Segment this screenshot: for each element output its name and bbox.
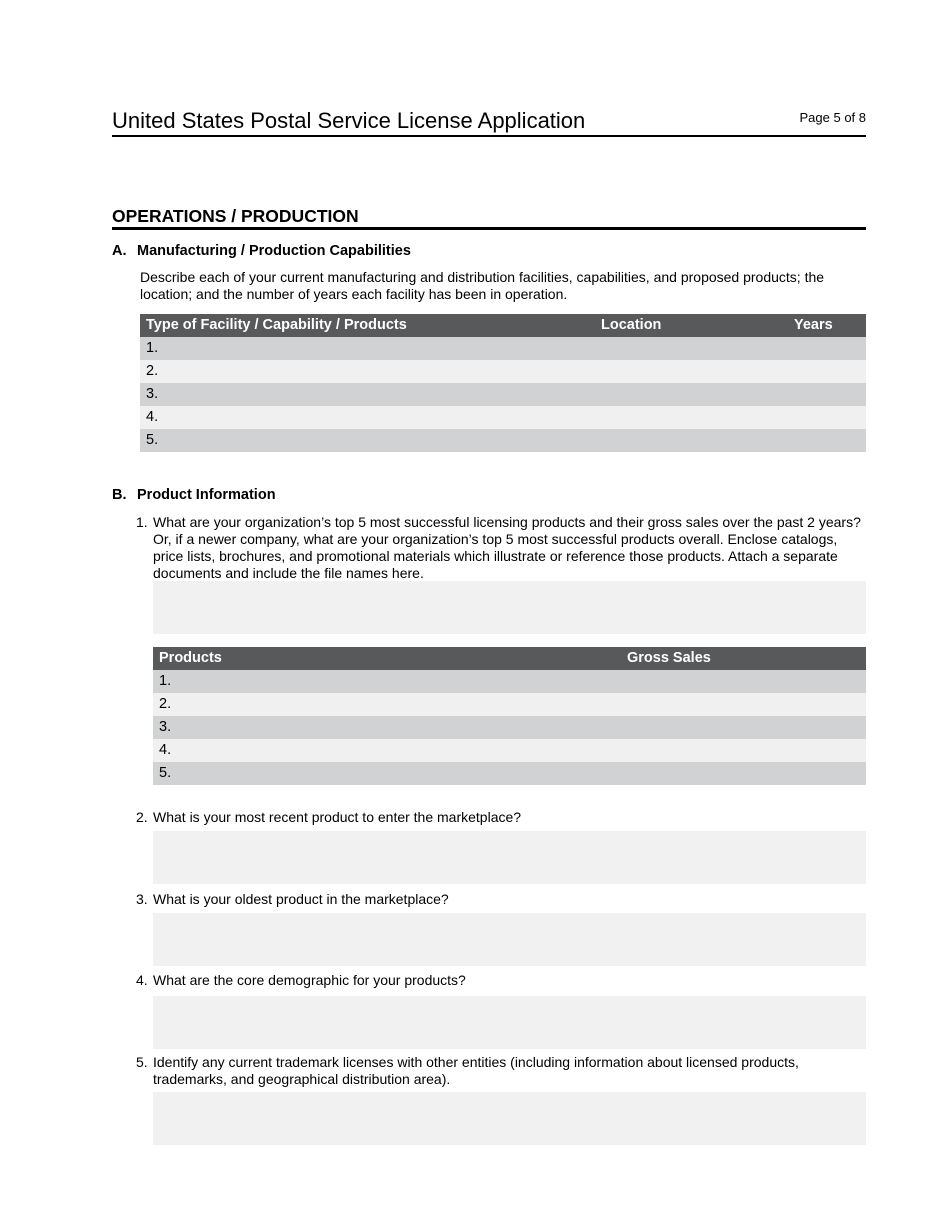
question-number: 5. <box>136 1054 148 1070</box>
section-title: OPERATIONS / PRODUCTION <box>112 206 359 226</box>
question-number: 4. <box>136 972 148 988</box>
header-divider <box>112 135 866 137</box>
part-a-description: Describe each of your current manufacturing and distribution facilities, capabilities, and proposed products; the location; and the number of years each facility has been in operation. <box>140 269 825 302</box>
products-table <box>153 647 866 785</box>
page-number: Page 5 of 8 <box>799 110 866 125</box>
question-text: What is your oldest product in the marketplace? <box>153 891 449 907</box>
row-number: 2. <box>159 696 172 712</box>
question-text: What are the core demographic for your products? <box>153 972 466 988</box>
answer-field-q4[interactable] <box>153 996 866 1049</box>
table-row[interactable] <box>153 762 866 785</box>
question-number: 3. <box>136 891 148 907</box>
answer-field-q3[interactable] <box>153 913 866 966</box>
column-header-products: Products <box>159 650 222 666</box>
row-number: 2. <box>146 363 159 379</box>
table-row[interactable] <box>140 360 866 383</box>
part-a-heading <box>112 243 411 259</box>
row-number: 5. <box>159 765 172 781</box>
answer-field-q5[interactable] <box>153 1092 866 1145</box>
part-a-title: Manufacturing / Production Capabilities <box>137 243 411 259</box>
row-number: 1. <box>159 673 172 689</box>
section-divider <box>112 227 866 230</box>
table-row[interactable] <box>153 693 866 716</box>
facilities-table <box>140 314 866 452</box>
part-a-letter: A. <box>112 243 127 259</box>
answer-field-q2[interactable] <box>153 831 866 884</box>
products-table-header <box>153 647 866 670</box>
column-header-gross-sales: Gross Sales <box>627 650 711 666</box>
question-number: 2. <box>136 809 148 825</box>
part-b-title: Product Information <box>137 487 276 503</box>
table-row[interactable] <box>153 670 866 693</box>
row-number: 4. <box>146 409 159 425</box>
table-row[interactable] <box>140 429 866 452</box>
column-header-location: Location <box>601 317 662 333</box>
row-number: 3. <box>146 386 159 402</box>
row-number: 3. <box>159 719 172 735</box>
question-text: What is your most recent product to enter the marketplace? <box>153 809 522 825</box>
table-row[interactable] <box>140 337 866 360</box>
table-row[interactable] <box>140 406 866 429</box>
table-row[interactable] <box>140 383 866 406</box>
table-row[interactable] <box>153 739 866 762</box>
facilities-table-header <box>140 314 866 337</box>
table-row[interactable] <box>153 716 866 739</box>
column-header-facility: Type of Facility / Capability / Products <box>146 317 407 333</box>
question-text: What are your organization’s top 5 most successful licensing products and their gross sales over the past 2 years? Or, if a newer company, what are your organization’s top 5 most successful products overall. Enclose catalogs, price lists, brochures, and promotional materials which illustrate or reference those products. Attach a separate documents and include the file names here. <box>153 514 861 581</box>
row-number: 5. <box>146 432 159 448</box>
answer-field-q1[interactable] <box>153 581 866 634</box>
row-number: 1. <box>146 340 159 356</box>
question-text: Identify any current trademark licenses with other entities (including information about licensed products, trademarks, and geographical distribution area). <box>153 1054 799 1087</box>
question-number: 1. <box>136 514 148 530</box>
row-number: 4. <box>159 742 172 758</box>
document-title: United States Postal Service License Application <box>112 108 586 133</box>
part-b-letter: B. <box>112 487 127 503</box>
part-b-heading <box>112 487 276 503</box>
column-header-years: Years <box>794 317 833 333</box>
